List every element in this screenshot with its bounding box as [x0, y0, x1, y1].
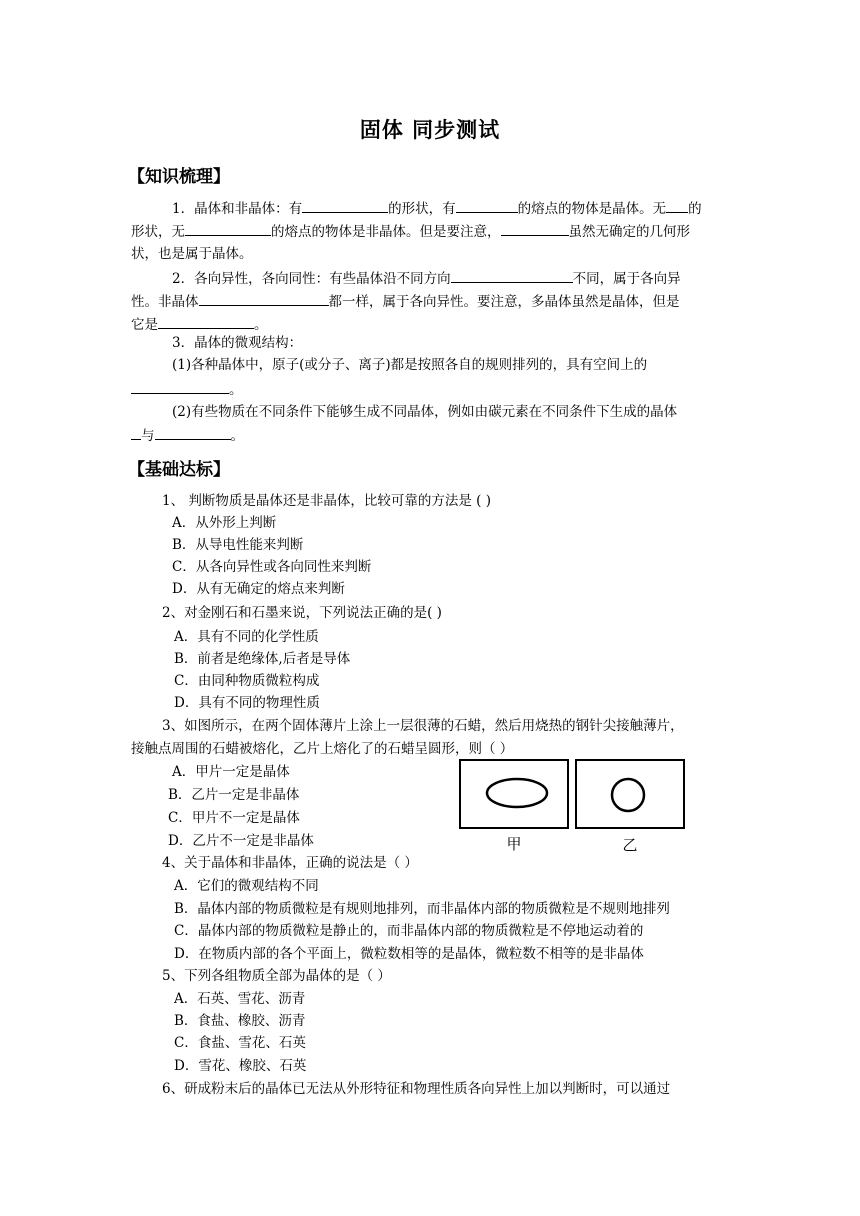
knowledge-p1-line1 [172, 198, 702, 219]
text: 不同，属于各向异 [572, 271, 681, 287]
question-5-option-a: A．石英、雪花、沥青 [174, 991, 306, 1007]
knowledge-p3-item1-cont [131, 379, 243, 400]
question-4-option-b: B．晶体内部的物质微粒是有规则地排列，而非晶体内部的物质微粒是不规则地排列 [174, 901, 670, 917]
question-4-stem: 4、关于晶体和非晶体，正确的说法是（ ） [162, 855, 418, 871]
question-1-option-d: D．从有无确定的熔点来判断 [172, 581, 345, 597]
text: 。 [229, 382, 243, 398]
answer-blank[interactable] [451, 268, 573, 283]
question-3-option-c: C．甲片不一定是晶体 [168, 810, 300, 826]
page-title: 固体 同步测试 [359, 118, 501, 142]
question-4-option-c: C．晶体内部的物质微粒是静止的，而非晶体内部的物质微粒是不停地运动着的 [174, 923, 644, 939]
answer-blank[interactable] [199, 291, 329, 306]
question-1-stem: 1、 判断物质是晶体还是非晶体，比较可靠的方法是 ( ) [162, 493, 491, 509]
text: 的形状，有 [388, 201, 456, 217]
question-3-stem-line2: 接触点周围的石蜡被熔化，乙片上熔化了的石蜡呈圆形，则（ ） [131, 741, 514, 757]
wax-melt-figure [458, 758, 690, 858]
answer-blank[interactable] [155, 425, 231, 440]
answer-blank[interactable] [501, 221, 569, 236]
answer-blank[interactable] [131, 379, 229, 394]
text: 的熔点的物体是晶体。无 [517, 201, 667, 217]
question-5-option-d: D．雪花、橡胶、石英 [174, 1058, 307, 1074]
slice-yi-rect [576, 760, 684, 828]
question-2-option-b: B．前者是绝缘体,后者是导体 [174, 651, 351, 667]
section-heading-knowledge: 【知识梳理】 [128, 167, 230, 187]
text: 1．晶体和非晶体：有 [172, 201, 303, 217]
label-yi: 乙 [622, 836, 638, 854]
label-jia: 甲 [506, 835, 522, 853]
text: 虽然无确定的几何形 [568, 224, 690, 240]
knowledge-p1-line3: 状，也是属于晶体。 [131, 246, 253, 262]
knowledge-p3-item1: (1)各种晶体中，原子(或分子、离子)都是按照各自的规则排列的，具有空间上的 [172, 357, 648, 373]
slice-jia-rect [460, 760, 568, 828]
knowledge-p3-heading: 3．晶体的微观结构： [172, 335, 303, 351]
question-4-option-a: A．它们的微观结构不同 [174, 878, 319, 894]
question-5-option-b: B．食盐、橡胶、沥青 [174, 1013, 306, 1029]
text: 形状，无 [131, 224, 185, 240]
question-2-stem: 2、对金刚石和石墨来说，下列说法正确的是( ) [162, 605, 442, 621]
answer-blank[interactable] [456, 198, 518, 213]
text: 2．各向异性，各向同性：有些晶体沿不同方向 [172, 271, 451, 287]
text: 与 [141, 428, 155, 444]
question-3-stem-line1: 3、如图所示，在两个固体薄片上涂上一层很薄的石蜡，然后用烧热的钢针尖接触薄片， [162, 718, 684, 734]
question-2-option-a: A．具有不同的化学性质 [174, 629, 319, 645]
question-1-option-b: B．从导电性能来判断 [172, 537, 304, 553]
question-5-stem: 5、下列各组物质全部为晶体的是（ ） [162, 968, 391, 984]
knowledge-p3-item2-cont [131, 425, 244, 446]
text: 。 [254, 317, 268, 333]
answer-blank[interactable] [185, 221, 271, 236]
question-2-option-c: C．由同种物质微粒构成 [174, 673, 320, 689]
question-3-option-d: D．乙片不一定是非晶体 [168, 833, 314, 849]
text: 。 [230, 428, 244, 444]
text: 的 [688, 201, 702, 217]
question-3-option-a: A．甲片一定是晶体 [172, 764, 290, 780]
question-2-option-d: D．具有不同的物理性质 [174, 695, 320, 711]
text: 性。非晶体 [131, 294, 199, 310]
answer-blank[interactable] [302, 198, 388, 213]
question-6-stem: 6、研成粉末后的晶体已无法从外形特征和物理性质各向异性上加以判断时，可以通过 [162, 1081, 671, 1097]
text: 的熔点的物体是非晶体。但是要注意， [271, 224, 501, 240]
knowledge-p2-line1 [172, 268, 681, 289]
answer-blank[interactable] [666, 198, 688, 213]
knowledge-p3-item2: (2)有些物质在不同条件下能够生成不同晶体，例如由碳元素在不同条件下生成的晶体 [172, 404, 678, 420]
question-1-option-a: A．从外形上判断 [172, 515, 277, 531]
knowledge-p1-line2 [131, 221, 690, 242]
section-heading-basic: 【基础达标】 [128, 460, 230, 480]
text: 它是 [131, 317, 158, 333]
knowledge-p2-line3 [131, 314, 268, 335]
question-5-option-c: C．食盐、雪花、石英 [174, 1035, 306, 1051]
answer-blank[interactable] [131, 425, 141, 440]
question-1-option-c: C．从各向异性或各向同性来判断 [172, 559, 372, 575]
question-3-option-b: B．乙片一定是非晶体 [168, 787, 300, 803]
knowledge-p2-line2 [131, 291, 680, 312]
answer-blank[interactable] [158, 314, 254, 329]
question-4-option-d: D．在物质内部的各个平面上，微粒数相等的是晶体，微粒数不相等的是非晶体 [174, 946, 644, 962]
text: 都一样，属于各向异性。要注意，多晶体虽然是晶体，但是 [328, 294, 680, 310]
